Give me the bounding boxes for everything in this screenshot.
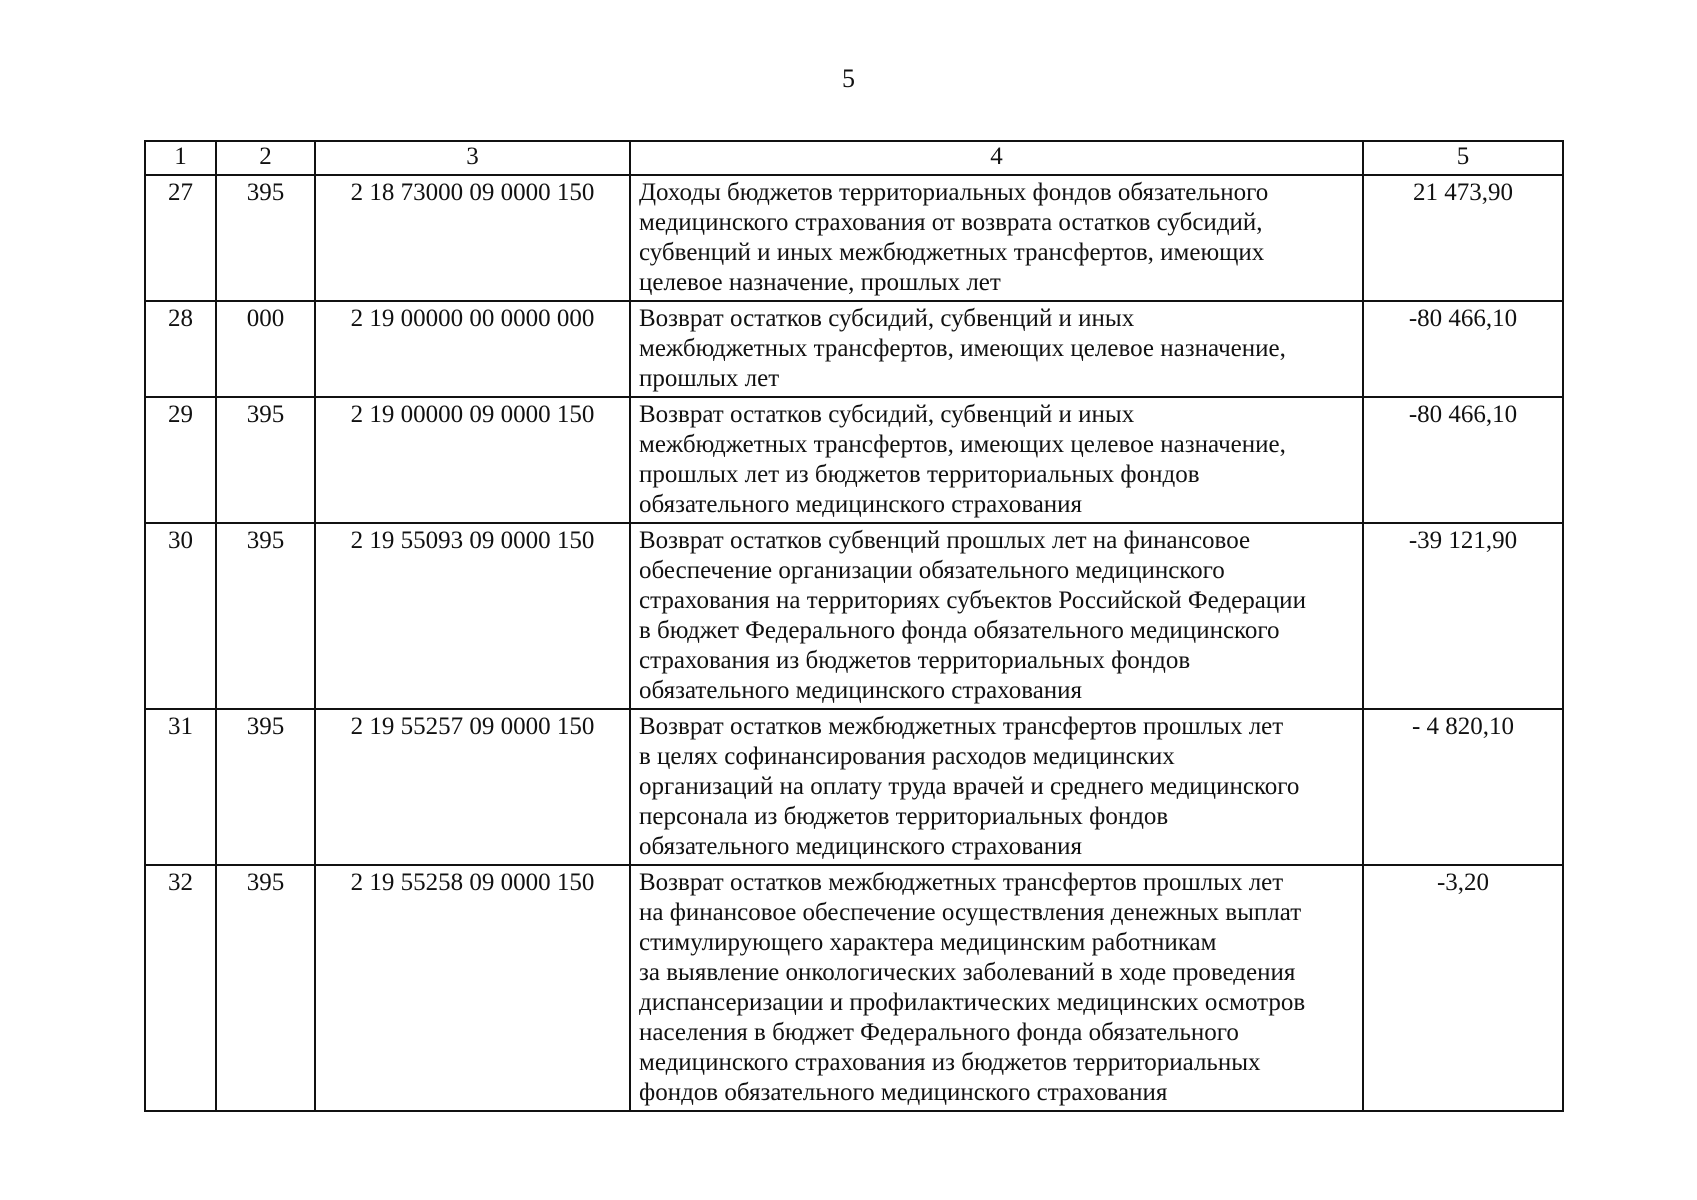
admin-code: 395 — [216, 865, 315, 1111]
budget-classification-code: 2 19 00000 09 0000 150 — [315, 397, 630, 523]
amount: -3,20 — [1363, 865, 1563, 1111]
budget-table — [144, 140, 1564, 1112]
row-number: 30 — [145, 523, 216, 709]
admin-code: 395 — [216, 523, 315, 709]
budget-classification-code: 2 19 55093 09 0000 150 — [315, 523, 630, 709]
column-header-2: 2 — [216, 141, 315, 175]
row-number: 27 — [145, 175, 216, 301]
admin-code: 395 — [216, 709, 315, 865]
amount: -80 466,10 — [1363, 301, 1563, 397]
table-row — [145, 397, 1563, 523]
admin-code: 395 — [216, 175, 315, 301]
row-number: 31 — [145, 709, 216, 865]
income-description: Возврат остатков субсидий, субвенций и иных межбюджетных трансфертов, имеющих целевое назначение, прошлых лет из бюджетов территориальных фондов обязательного медицинского страхования — [630, 397, 1363, 523]
row-number: 29 — [145, 397, 216, 523]
budget-classification-code: 2 19 55258 09 0000 150 — [315, 865, 630, 1111]
table-row — [145, 523, 1563, 709]
amount: - 4 820,10 — [1363, 709, 1563, 865]
income-description: Возврат остатков субвенций прошлых лет на финансовое обеспечение организации обязательного медицинского страхования на территориях субъектов Российской Федерации в бюджет Федерального фонда обязательного медицинского страхования из бюджетов территориальных фондов обязательного медицинского страхования — [630, 523, 1363, 709]
column-header-1: 1 — [145, 141, 216, 175]
column-header-4: 4 — [630, 141, 1363, 175]
table-row — [145, 175, 1563, 301]
income-description: Доходы бюджетов территориальных фондов обязательного медицинского страхования от возврата остатков субсидий, субвенций и иных межбюджетных трансфертов, имеющих целевое назначение, прошлых лет — [630, 175, 1363, 301]
admin-code: 000 — [216, 301, 315, 397]
admin-code: 395 — [216, 397, 315, 523]
page-number: 5 — [842, 64, 855, 93]
column-header-3: 3 — [315, 141, 630, 175]
budget-classification-code: 2 19 00000 00 0000 000 — [315, 301, 630, 397]
row-number: 28 — [145, 301, 216, 397]
column-header-5: 5 — [1363, 141, 1563, 175]
header-row — [145, 141, 1563, 175]
table-row — [145, 865, 1563, 1111]
income-description: Возврат остатков межбюджетных трансфертов прошлых лет на финансовое обеспечение осуществления денежных выплат стимулирующего характера медицинским работникам за выявление онкологических заболеваний в ходе проведения диспансеризации и профилактических медицинских осмотров населения в бюджет Федерального фонда обязательного медицинского страхования из бюджетов территориальных фондов обязательного медицинского страхования — [630, 865, 1363, 1111]
table-row — [145, 301, 1563, 397]
row-number: 32 — [145, 865, 216, 1111]
budget-classification-code: 2 18 73000 09 0000 150 — [315, 175, 630, 301]
income-description: Возврат остатков субсидий, субвенций и иных межбюджетных трансфертов, имеющих целевое назначение, прошлых лет — [630, 301, 1363, 397]
income-description: Возврат остатков межбюджетных трансфертов прошлых лет в целях софинансирования расходов медицинских организаций на оплату труда врачей и среднего медицинского персонала из бюджетов территориальных фондов обязательного медицинского страхования — [630, 709, 1363, 865]
budget-classification-code: 2 19 55257 09 0000 150 — [315, 709, 630, 865]
amount: 21 473,90 — [1363, 175, 1563, 301]
amount: -80 466,10 — [1363, 397, 1563, 523]
amount: -39 121,90 — [1363, 523, 1563, 709]
table-row — [145, 709, 1563, 865]
